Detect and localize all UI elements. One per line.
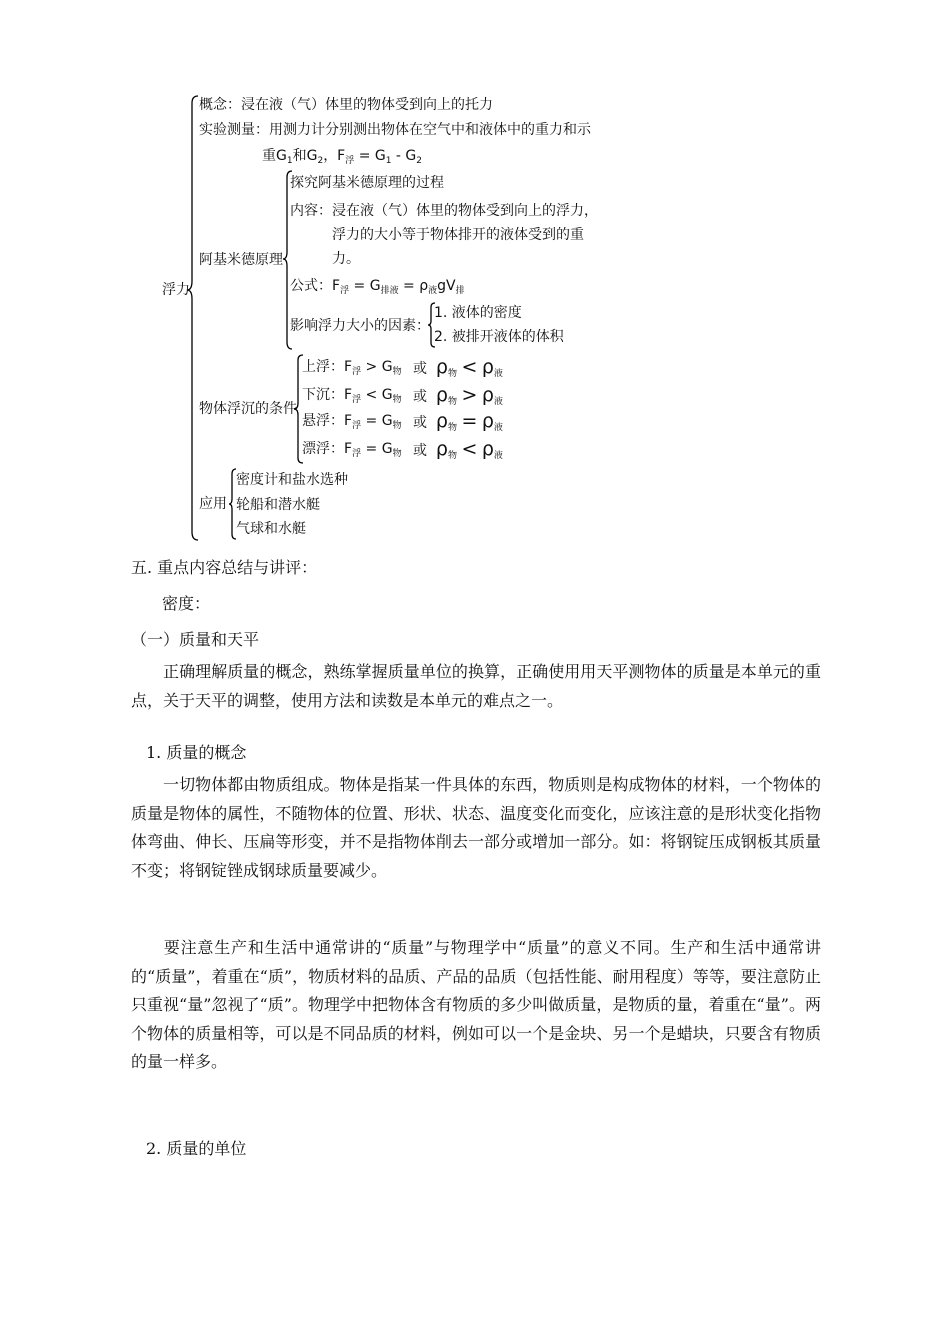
factors-label: 影响浮力大小的因素： xyxy=(290,318,430,334)
sink-float-row-suspend: 悬浮：$F_浮 = G_物$ xyxy=(302,413,402,431)
paragraph-3: 要注意生产和生活中通常讲的“质量”与物理学中“质量”的意义不同。生产和生活中通常讲的“质量”，着重在“质”，物质材料的品质、产品的品质（包括性能、耐用程度）等等，要注意防止只重视“量”忽视了“质”。物理学中把物体含有物质的多少叫做质量，是物质的量，着重在“量”。两个物体的质量相等，可以是不同品质的材料，例如可以一个是金块、另一个是蜡块，只要含有物质的量一样多。 xyxy=(131,938,821,1071)
sink-float-rel-suspend: 或 $\rho_物 = \rho_液$ xyxy=(413,410,503,433)
application-item-2: 轮船和潜水艇 xyxy=(236,497,320,513)
measure-line2: 重$G_1$和$G_2$，$F_浮 = G_1 - G_2$ xyxy=(262,148,423,166)
sink-float-row-rise: 上浮：$F_浮 > G_物$ xyxy=(302,359,402,377)
archimedes-content-1: 内容：浸在液（气）体里的物体受到向上的浮力， xyxy=(290,203,598,219)
item-heading-1: 1. 质量的概念 xyxy=(146,743,247,762)
sink-float-row-sink: 下沉：$F_浮 < G_物$ xyxy=(302,387,402,405)
concept-text: 概念：浸在液（气）体里的物体受到向上的托力 xyxy=(199,97,493,113)
archimedes-label: 阿基米德原理 xyxy=(199,252,283,268)
sink-float-rel-drift: 或 $\rho_物 < \rho_液$ xyxy=(413,438,503,461)
root-label: 浮力 xyxy=(162,282,190,298)
application-item-1: 密度计和盐水选种 xyxy=(236,472,348,488)
factor-1: 1. 液体的密度 xyxy=(434,305,522,321)
section-heading: 五. 重点内容总结与讲评： xyxy=(131,558,318,577)
factor-2: 2. 被排开液体的体积 xyxy=(434,329,564,345)
item-heading-2: 2. 质量的单位 xyxy=(146,1139,247,1158)
sink-float-rel-rise: 或 $\rho_物 < \rho_液$ xyxy=(413,356,503,379)
sink-float-label: 物体浮沉的条件 xyxy=(199,401,297,417)
paragraph-1: 正确理解质量的概念，熟练掌握质量单位的换算，正确使用用天平测物体的质量是本单元的重点，关于天平的调整，使用方法和读数是本单元的难点之一。 xyxy=(131,662,821,710)
sink-float-rel-sink: 或 $\rho_物 > \rho_液$ xyxy=(413,384,503,407)
measure-line1: 实验测量：用测力计分别测出物体在空气中和液体中的重力和示 xyxy=(199,122,591,138)
sink-float-row-drift: 漂浮：$F_浮 = G_物$ xyxy=(302,441,402,459)
paragraph-2: 一切物体都由物质组成。物体是指某一件具体的东西，物质则是构成物体的材料，一个物体的质量是物体的属性，不随物体的位置、形状、状态、温度变化而变化，应该注意的是形状变化指物体弯曲、伸长、压扁等形变，并不是指物体削去一部分或增加一部分。如：将钢锭压成钢板其质量不变；将钢锭锉成钢球质量要减少。 xyxy=(131,775,821,880)
archimedes-content-3: 力。 xyxy=(332,251,360,267)
archimedes-formula: 公式：$F_浮 = G_{排液} = \rho_液gV_排$ xyxy=(290,278,465,296)
density-label: 密度： xyxy=(162,594,211,613)
archimedes-content-2: 浮力的大小等于物体排开的液体受到的重 xyxy=(332,227,584,243)
sub-heading: （一）质量和天平 xyxy=(131,630,260,649)
archimedes-explore: 探究阿基米德原理的过程 xyxy=(290,175,444,191)
application-item-3: 气球和水艇 xyxy=(236,521,306,537)
main-brace xyxy=(186,95,200,541)
application-label: 应用 xyxy=(199,496,227,512)
